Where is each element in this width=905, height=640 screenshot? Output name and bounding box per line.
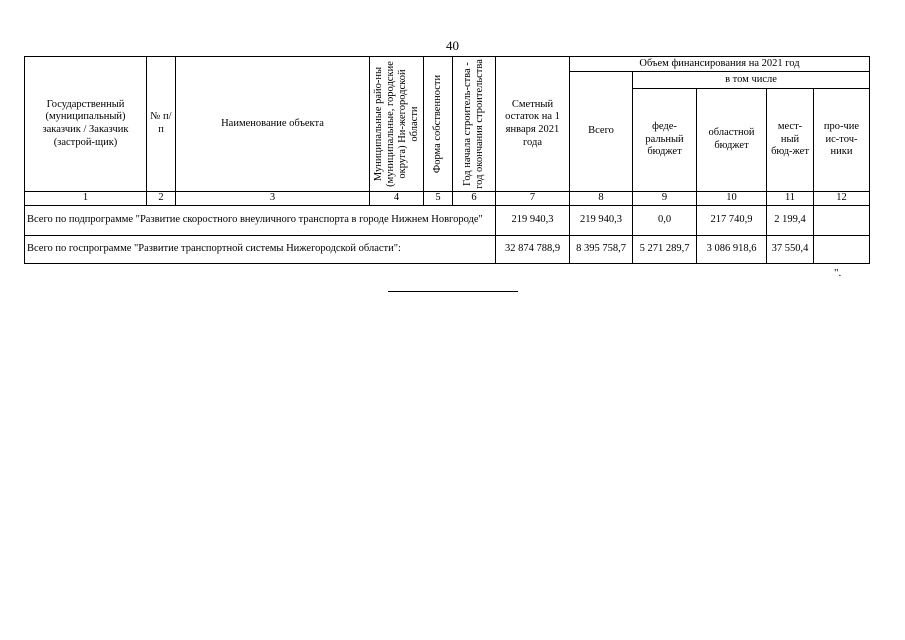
col-num: 3 xyxy=(176,192,370,206)
header-municipality xyxy=(370,57,424,192)
col-num: 11 xyxy=(767,192,814,206)
header-estimate: Сметный остаток на 1 января 2021 года xyxy=(496,57,570,192)
row-label: Всего по подпрограмме "Развитие скоростного внеуличного транспорта в городе Нижнем Новгороде" xyxy=(25,206,496,236)
table-row xyxy=(25,236,870,264)
header-municipality-text: Муниципальные райо-ны (муниципальные, городские округа) Ни-жегородской области xyxy=(372,61,420,187)
col-num: 9 xyxy=(633,192,697,206)
header-object-name: Наименование объекта xyxy=(176,57,370,192)
col-num: 8 xyxy=(570,192,633,206)
row-local: 37 550,4 xyxy=(767,236,814,264)
row-estimate: 32 874 788,9 xyxy=(496,236,570,264)
row-other xyxy=(814,236,870,264)
financing-table xyxy=(24,56,870,264)
row-federal: 5 271 289,7 xyxy=(633,236,697,264)
header-other: про-чие ис-точ-ники xyxy=(814,89,870,192)
header-funding: Объем финансирования на 2021 год xyxy=(570,57,870,72)
row-regional: 3 086 918,6 xyxy=(697,236,767,264)
header-ownership xyxy=(424,57,453,192)
header-years-text: Год начала строитель-ства - год окончания строительства xyxy=(461,59,485,189)
row-local: 2 199,4 xyxy=(767,206,814,236)
header-local: мест-ный бюд-жет xyxy=(767,89,814,192)
table-row xyxy=(25,206,870,236)
col-num: 1 xyxy=(25,192,147,206)
header-including: в том числе xyxy=(633,72,870,89)
col-num: 6 xyxy=(453,192,496,206)
col-num: 10 xyxy=(697,192,767,206)
row-regional: 217 740,9 xyxy=(697,206,767,236)
row-estimate: 219 940,3 xyxy=(496,206,570,236)
page-number: 40 xyxy=(446,38,459,53)
col-num: 12 xyxy=(814,192,870,206)
header-total: Всего xyxy=(570,72,633,192)
row-federal: 0,0 xyxy=(633,206,697,236)
row-total: 8 395 758,7 xyxy=(570,236,633,264)
header-num: № п/п xyxy=(147,57,176,192)
end-rule xyxy=(388,291,518,292)
closing-quote: ". xyxy=(834,267,842,279)
row-total: 219 940,3 xyxy=(570,206,633,236)
col-num: 5 xyxy=(424,192,453,206)
header-ownership-text: Форма собственности xyxy=(431,74,443,174)
col-num: 4 xyxy=(370,192,424,206)
col-num: 2 xyxy=(147,192,176,206)
column-number-row xyxy=(25,192,870,206)
row-other xyxy=(814,206,870,236)
header-regional: областной бюджет xyxy=(697,89,767,192)
header-customer: Государственный (муниципальный) заказчик / Заказчик (застрой-щик) xyxy=(25,57,147,192)
header-years xyxy=(453,57,496,192)
col-num: 7 xyxy=(496,192,570,206)
row-label: Всего по госпрограмме "Развитие транспортной системы Нижегородской области": xyxy=(25,236,496,264)
header-federal: феде-ральный бюджет xyxy=(633,89,697,192)
